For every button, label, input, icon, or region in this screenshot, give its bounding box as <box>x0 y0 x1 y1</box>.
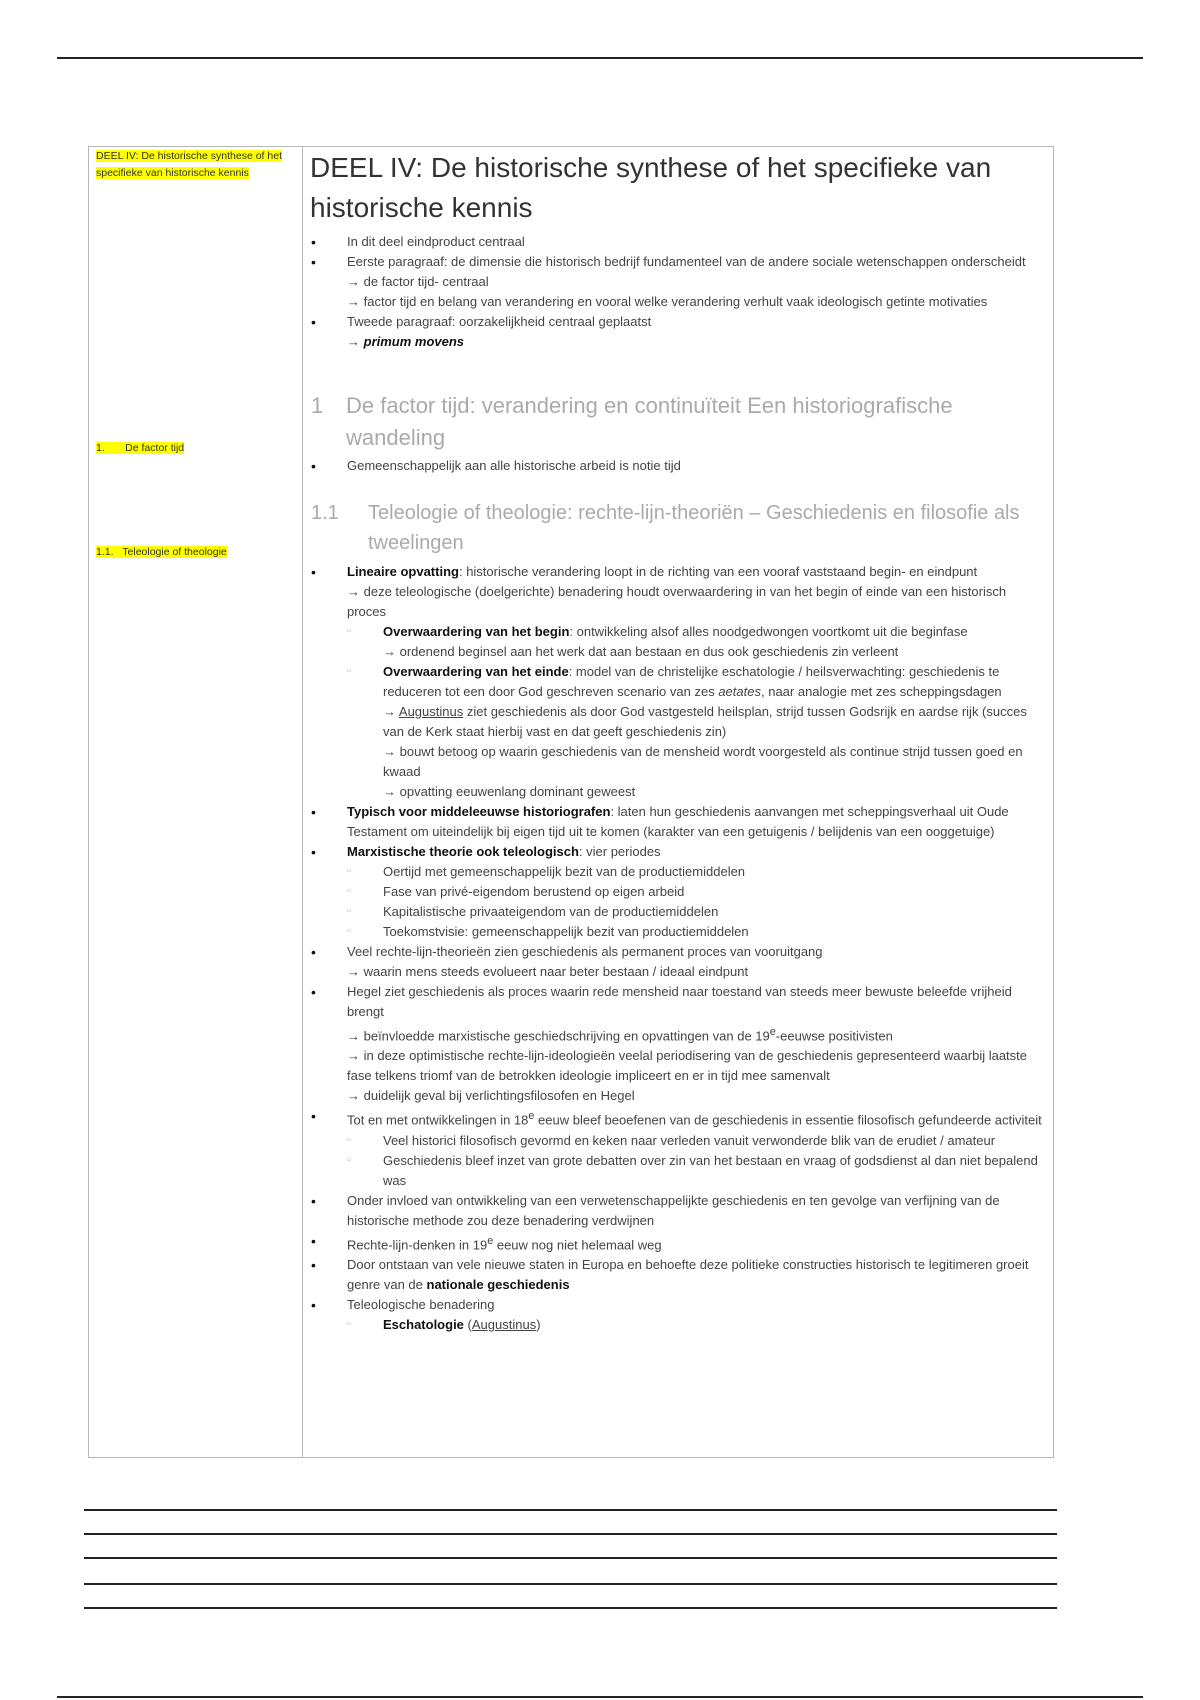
summary-line <box>84 1607 1057 1609</box>
section-1-number: 1 <box>311 393 324 418</box>
list-item: • In dit deel eindproduct centraal <box>311 232 1046 252</box>
list-item: • Teleologische benadering ▫ Eschatologie (Augustinus) <box>311 1295 1046 1335</box>
intro-list <box>311 232 1046 352</box>
cue-section-1-1 <box>96 544 282 561</box>
list-item: • Hegel ziet geschiedenis als proces waarin rede mensheid naar toestand van steeds meer bewuste beleefde vrijheid brengt → beïnvloedde marxistische geschiedschrijving en opvattingen van de 19e-eeuwse positivisten → in deze optimistische rechte-lijn-ideologieën veelal periodisering van de geschiedenis gepresenteerd waarbij laatste fase telkens triomf van de betrokken ideologie impliceert en er in tijd mee samenvalt → duidelijk geval bij verlichtingsfilosofen en Hegel <box>311 982 1046 1106</box>
section-1-heading <box>311 390 1046 454</box>
list-item: • Typisch voor middeleeuwse historiografen: laten hun geschiedenis aanvangen met scheppingsverhaal uit Oude Testament om uiteindelijk bij eigen tijd uit te komen (karakter van een getuigenis / belijdenis van een ooggetuige) <box>311 802 1046 842</box>
list-item: • Onder invloed van ontwikkeling van een verwetenschappelijkte geschiedenis en ten gevolge van verfijning van de historische methode zou deze benadering verdwijnen <box>311 1191 1046 1231</box>
list-item: • Tot en met ontwikkelingen in 18e eeuw bleef beoefenen van de geschiedenis in essentie filosofisch gefundeerde activiteit ▫ Veel historici filosofisch gevormd en keken naar verleden vanuit verwonderde blik van de erudiet / amateur ▫ Geschiedenis bleef inzet van grote debatten over zin van het bestaan en vraag of godsdienst al dan niet bepalend was <box>311 1106 1046 1190</box>
primum-movens-term: primum movens <box>363 334 465 349</box>
page-title: DEEL IV: De historische synthese of het specifieke van historische kennis <box>310 152 992 223</box>
list-item: • Door ontstaan van vele nieuwe staten in Europa en behoefte deze politieke constructies historisch te legitimeren groeit genre van de nationale geschiedenis <box>311 1255 1046 1295</box>
footer-rule <box>57 1696 1143 1698</box>
summary-line <box>84 1509 1057 1511</box>
section-1-1-heading <box>311 498 1046 558</box>
list-item: ▫ Geschiedenis bleef inzet van grote debatten over zin van het bestaan en vraag of godsdienst al dan niet bepalend was <box>347 1151 1046 1191</box>
section-1-1-number: 1.1 <box>311 502 339 524</box>
cue-section-1-1-text: 1.1. Teleologie of theologie <box>96 546 227 558</box>
list-item: • Eerste paragraaf: de dimensie die historisch bedrijf fundamenteel van de andere sociale wetenschappen onderscheidt → de factor tijd- centraal → factor tijd en belang van verandering en vooral welke verandering verhult vaak ideologisch getinte motivaties <box>311 252 1046 312</box>
summary-line <box>84 1557 1057 1559</box>
list-item: • Rechte-lijn-denken in 19e eeuw nog niet helemaal weg <box>311 1231 1046 1255</box>
marx-periods-list <box>347 862 1046 942</box>
overwaardering-list <box>347 622 1046 802</box>
augustinus-ref: Augustinus <box>471 1316 537 1332</box>
list-item: ▫ Oertijd met gemeenschappelijk bezit van de productiemiddelen <box>347 862 1046 882</box>
cue-part-iv <box>96 148 282 182</box>
teleo-list <box>347 1315 1046 1335</box>
list-item: ▫ Toekomstvisie: gemeenschappelijk bezit van productiemiddelen <box>347 922 1046 942</box>
list-item: ▫ Overwaardering van het begin: ontwikkeling alsof alles noodgedwongen voortkomt uit die beginfase → ordenend beginsel aan het werk dat aan bestaan en dus ook geschiedenis zin verleent <box>347 622 1046 662</box>
cue-section-1-text: 1. De factor tijd <box>96 442 185 454</box>
list-item: ▫ Kapitalistische privaateigendom van de productiemiddelen <box>347 902 1046 922</box>
list-item: • Veel rechte-lijn-theorieën zien geschiedenis als permanent proces van vooruitgang → waarin mens steeds evolueert naar beter bestaan / ideaal eindpunt <box>311 942 1046 982</box>
section-1-title: De factor tijd: verandering en continuïteit Een historiografische wandeling <box>346 393 953 450</box>
list-item: ▫ Veel historici filosofisch gevormd en keken naar verleden vanuit verwonderde blik van de erudiet / amateur <box>347 1131 1046 1151</box>
notes-content <box>311 148 1046 1335</box>
cue-part-iv-text: DEEL IV: De historische synthese of het specifieke van historische kennis <box>96 150 282 179</box>
section-1-1-list <box>311 562 1046 1335</box>
cue-column-divider <box>302 147 303 1457</box>
cue-section-1 <box>96 440 282 457</box>
section-1-1-title: Teleologie of theologie: rechte-lijn-theoriën – Geschiedenis en filosofie als tweelingen <box>368 502 1020 554</box>
header-rule <box>57 57 1143 59</box>
list-item: ▫ Eschatologie (Augustinus) <box>347 1315 1046 1335</box>
list-item: • Marxistische theorie ook teleologisch: vier periodes ▫ Oertijd met gemeenschappelijk bezit van de productiemiddelen ▫ Fase van privé-eigendom berustend op eigen arbeid ▫ Kapitalistische privaateigendom van de productiemiddelen ▫ Toekomstvisie: gemeenschappelijk bezit van productiemiddelen <box>311 842 1046 942</box>
augustinus-link: Augustinus <box>398 704 464 719</box>
list-item: ▫ Fase van privé-eigendom berustend op eigen arbeid <box>347 882 1046 902</box>
philosophy-list <box>347 1131 1046 1191</box>
list-item: ▫ Overwaardering van het einde: model van de christelijke eschatologie / heilsverwachting: geschiedenis te reduceren tot een door God geschreven scenario van zes aetates, naar analogie met zes scheppingsdagen → Augustinus ziet geschiedenis als door God vastgesteld heilsplan, strijd tussen Godsrijk en aardse rijk (succes van de Kerk staat hierbij vast en dat geeft geschiedenis zin) → bouwt betoog op waarin geschiedenis van de mensheid wordt voorgesteld als continue strijd tussen goed en kwaad → opvatting eeuwenlang dominant geweest <box>347 662 1046 802</box>
list-item: • Lineaire opvatting: historische verandering loopt in de richting van een vooraf vaststaand begin- en eindpunt → deze teleologische (doelgerichte) benadering houdt overwaardering in van het begin of einde van een historisch proces ▫ Overwaardering van het begin: ontwikkeling alsof alles noodgedwongen voortkomt uit die beginfase → ordenend beginsel aan het werk dat aan bestaan en dus ook geschiedenis zin verleent ▫ Overwaardering van het einde: model van de christelijke eschatologie / heilsverwachting: geschiedenis te reduceren tot een door God geschreven scenario van zes aetates, naar analogie met zes scheppingsdagen → Augustinus ziet geschiedenis als door God vastgesteld heilsplan, strijd tussen Godsrijk en aardse rijk (succes van de Kerk staat hierbij vast en dat geeft geschiedenis zin) → bouwt betoog op waarin geschiedenis van de mensheid wordt voorgesteld als continue strijd tussen goed en kwaad → opvatting eeuwenlang dominant geweest <box>311 562 1046 802</box>
list-item: • Tweede paragraaf: oorzakelijkheid centraal geplaatst → primum movens <box>311 312 1046 352</box>
summary-line <box>84 1533 1057 1535</box>
summary-line <box>84 1583 1057 1585</box>
list-item: • Gemeenschappelijk aan alle historische arbeid is notie tijd <box>311 456 1046 476</box>
section-1-list <box>311 456 1046 476</box>
